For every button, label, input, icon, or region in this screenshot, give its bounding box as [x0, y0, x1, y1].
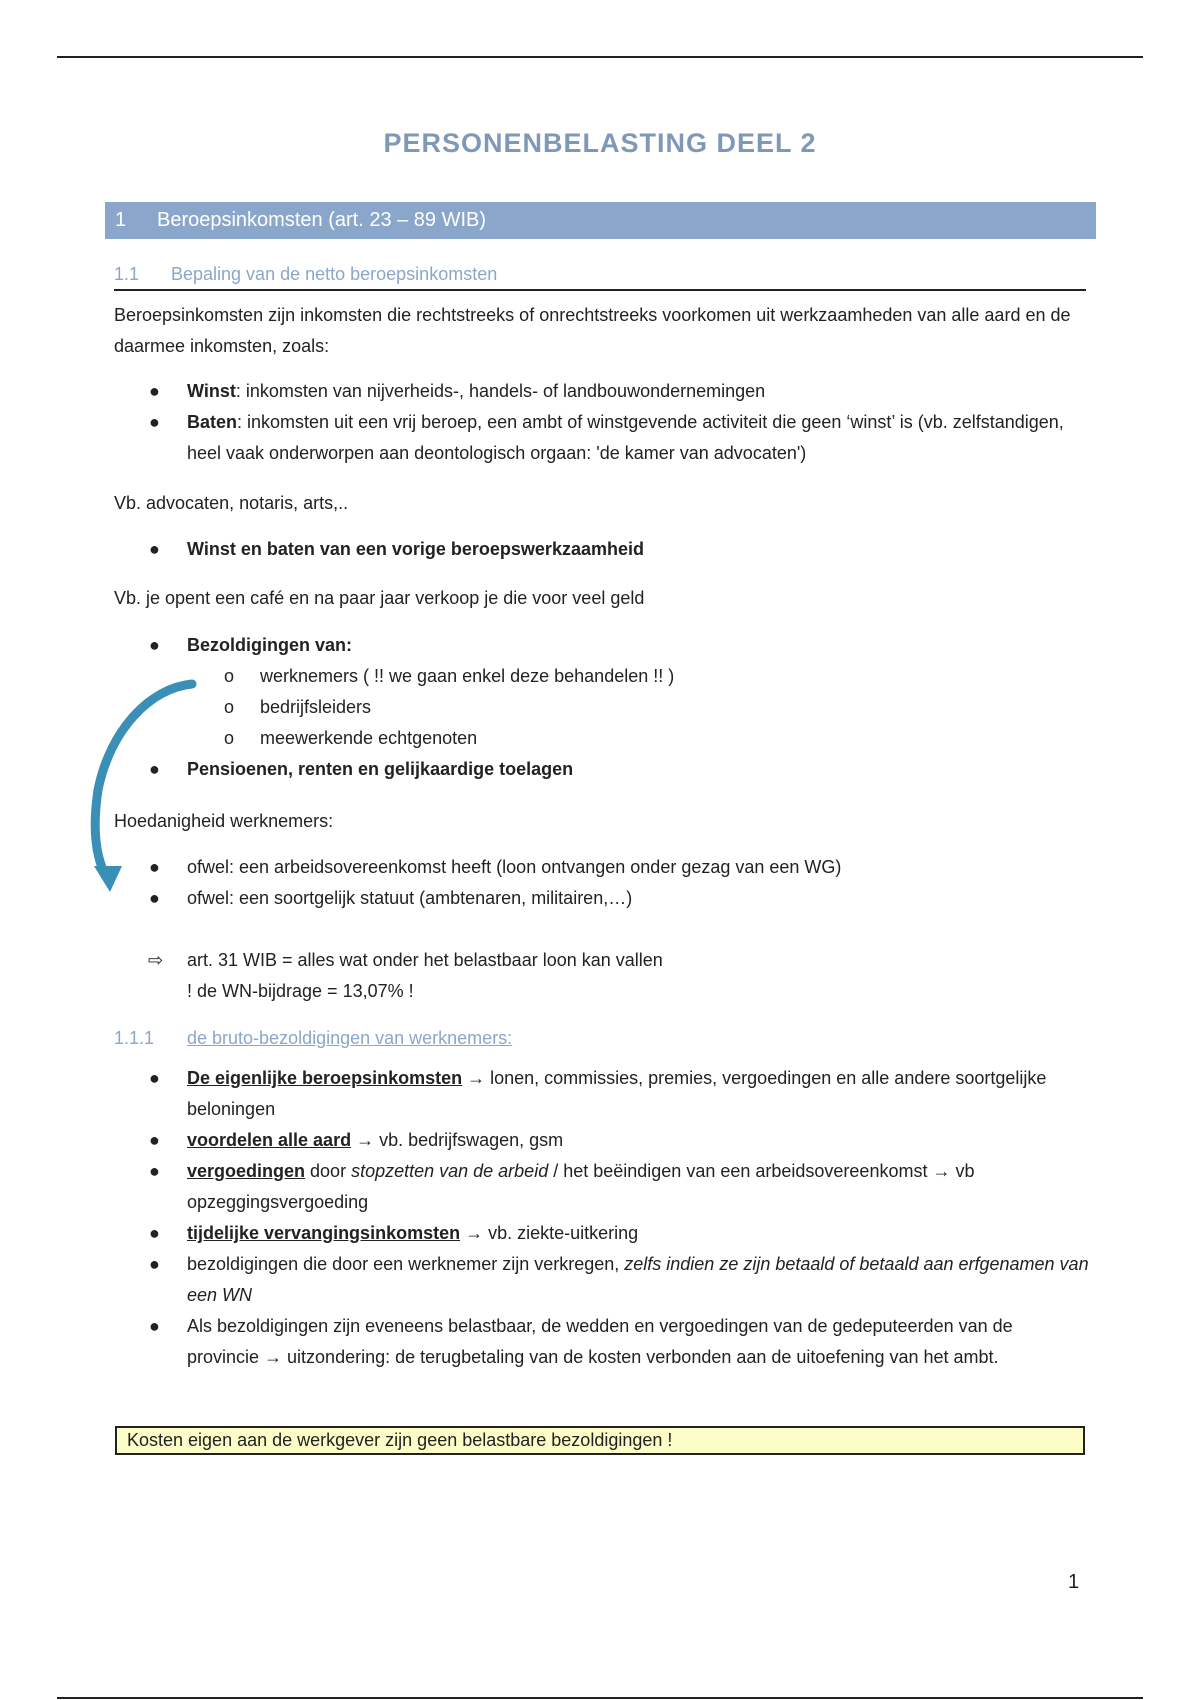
heading-2	[114, 259, 1086, 291]
list-item-text: bezoldigingen die door een werknemer zijn verkregen,	[187, 1254, 625, 1274]
list-item	[114, 1125, 1089, 1156]
list-item	[114, 407, 1089, 469]
bullet-icon: ●	[149, 635, 160, 655]
sub-list-item	[114, 723, 1089, 754]
list-item-text: → lonen, commissies, premies, vergoedingen en alle andere soortgelijke beloningen	[187, 1068, 1047, 1119]
bullet-icon: ●	[149, 412, 160, 432]
previous-activity-list	[114, 534, 1089, 565]
bullet-icon: ●	[149, 1254, 160, 1274]
list-item	[114, 534, 1089, 565]
list-item-underlined: De eigenlijke beroepsinkomsten	[187, 1068, 463, 1088]
list-item-text: → vb. bedrijfswagen, gsm	[351, 1130, 564, 1150]
list-item-bold: Winst en baten van een vorige beroepswerkzaamheid	[187, 539, 644, 559]
list-item-bold: Bezoldigingen van:	[187, 635, 353, 655]
bullet-icon: ●	[149, 1068, 160, 1088]
list-item-text: ofwel: een soortgelijk statuut (ambtenaren, militairen,…)	[187, 888, 633, 908]
list-item	[114, 1249, 1089, 1311]
bullet-icon: ●	[149, 1161, 160, 1181]
list-item-italic: zelfs indien ze zijn betaald of betaald aan erfgenamen van een WN	[187, 1254, 1089, 1305]
arrow-bullet-icon: ⇨	[148, 950, 164, 970]
circle-bullet-icon: o	[224, 666, 235, 686]
document-title: PERSONENBELASTING DEEL 2	[383, 128, 817, 158]
list-item	[114, 1311, 1089, 1373]
list-item-text: → vb. ziekte-uitkering	[460, 1223, 639, 1243]
list-item	[114, 852, 1089, 883]
heading-2-number: 1.1	[114, 264, 140, 284]
list-item	[114, 1218, 1089, 1249]
intro-paragraph: Beroepsinkomsten zijn inkomsten die rechtstreeks of onrechtstreeks voorkomen uit werkzaamheden van alle aard en de daarmee inkomsten, zoals:	[114, 305, 1071, 356]
heading-3	[114, 1023, 512, 1054]
list-item	[114, 376, 1089, 407]
list-item-text: : inkomsten van nijverheids-, handels- of landbouwondernemingen	[235, 381, 766, 401]
list-item	[114, 1063, 1089, 1125]
list-item-text: : inkomsten uit een vrij beroep, een ambt of winstgevende activiteit die geen ‘winst’ is (vb. zelfstandigen, heel vaak onderworpen aan deontologisch orgaan: 'de kamer van advocaten')	[187, 412, 1064, 463]
heading-1-text: Beroepsinkomsten (art. 23 – 89 WIB)	[157, 209, 487, 231]
sub-list-item-text: werknemers ( !! we gaan enkel deze behandelen !! )	[260, 666, 675, 686]
heading-2-text: Bepaling van de netto beroepsinkomsten	[171, 264, 498, 284]
bullet-icon: ●	[149, 888, 160, 908]
list-item	[114, 1156, 1089, 1218]
income-types-list	[114, 376, 1089, 469]
bullet-icon: ●	[149, 1223, 160, 1243]
list-item-underlined: voordelen alle aard	[187, 1130, 352, 1150]
list-item-italic: stopzetten van de arbeid	[351, 1161, 549, 1181]
list-item-text: Als bezoldigingen zijn eveneens belastbaar, de wedden en vergoedingen van de gedeputeerden van de provincie → uitzondering: de terugbetaling van de kosten verbonden aan de uitoefening van het ambt.	[187, 1316, 1013, 1367]
curved-arrow-icon	[80, 670, 210, 900]
bullet-icon: ●	[149, 759, 160, 779]
article-31-text: art. 31 WIB = alles wat onder het belastbaar loon kan vallen	[187, 950, 663, 970]
list-item-underlined: tijdelijke vervangingsinkomsten	[187, 1223, 461, 1243]
wn-contribution-text: ! de WN-bijdrage = 13,07% !	[187, 981, 414, 1001]
list-item-text: ofwel: een arbeidsovereenkomst heeft (loon ontvangen onder gezag van een WG)	[187, 857, 842, 877]
heading-3-text: de bruto-bezoldigingen van werknemers:	[187, 1028, 513, 1048]
sub-list	[114, 661, 1089, 754]
bullet-icon: ●	[149, 857, 160, 877]
list-item	[114, 945, 1089, 1007]
list-item-bold: Winst	[187, 381, 236, 401]
highlight-note-box: Kosten eigen aan de werkgever zijn geen belastbare bezoldigingen !	[115, 1426, 1085, 1455]
bottom-rule	[57, 1697, 1143, 1699]
example-1: Vb. advocaten, notaris, arts,..	[114, 493, 349, 513]
sub-list-item	[114, 661, 1089, 692]
bullet-icon: ●	[149, 381, 160, 401]
list-item	[114, 754, 1089, 785]
bullet-icon: ●	[149, 539, 160, 559]
bullet-icon: ●	[149, 1130, 160, 1150]
list-item-bold: Baten	[187, 412, 238, 432]
heading-3-number: 1.1.1	[114, 1028, 155, 1048]
page-number: 1	[1068, 1571, 1080, 1593]
heading-1-number: 1	[115, 209, 127, 231]
gross-remuneration-list	[114, 1063, 1089, 1373]
example-2: Vb. je opent een café en na paar jaar verkoop je die voor veel geld	[114, 588, 645, 608]
circle-bullet-icon: o	[224, 697, 235, 717]
circle-bullet-icon: o	[224, 728, 235, 748]
employee-capacity-list	[114, 852, 1089, 914]
list-item-text: door	[305, 1161, 352, 1181]
article-31-list	[114, 945, 1089, 1007]
list-item	[114, 883, 1089, 914]
list-item-text: / het beëindigen van een arbeidsovereenkomst → vb opzeggingsvergoeding	[187, 1161, 975, 1212]
list-item-underlined: vergoedingen	[187, 1161, 306, 1181]
heading-1	[105, 202, 1096, 239]
sub-list-item-text: meewerkende echtgenoten	[260, 728, 478, 748]
employee-capacity-label: Hoedanigheid werknemers:	[114, 811, 334, 831]
top-rule	[57, 56, 1143, 58]
sub-list-item	[114, 692, 1089, 723]
remuneration-list	[114, 630, 1089, 785]
bullet-icon: ●	[149, 1316, 160, 1336]
list-item	[114, 630, 1089, 754]
list-item-bold: Pensioenen, renten en gelijkaardige toelagen	[187, 759, 574, 779]
sub-list-item-text: bedrijfsleiders	[260, 697, 372, 717]
